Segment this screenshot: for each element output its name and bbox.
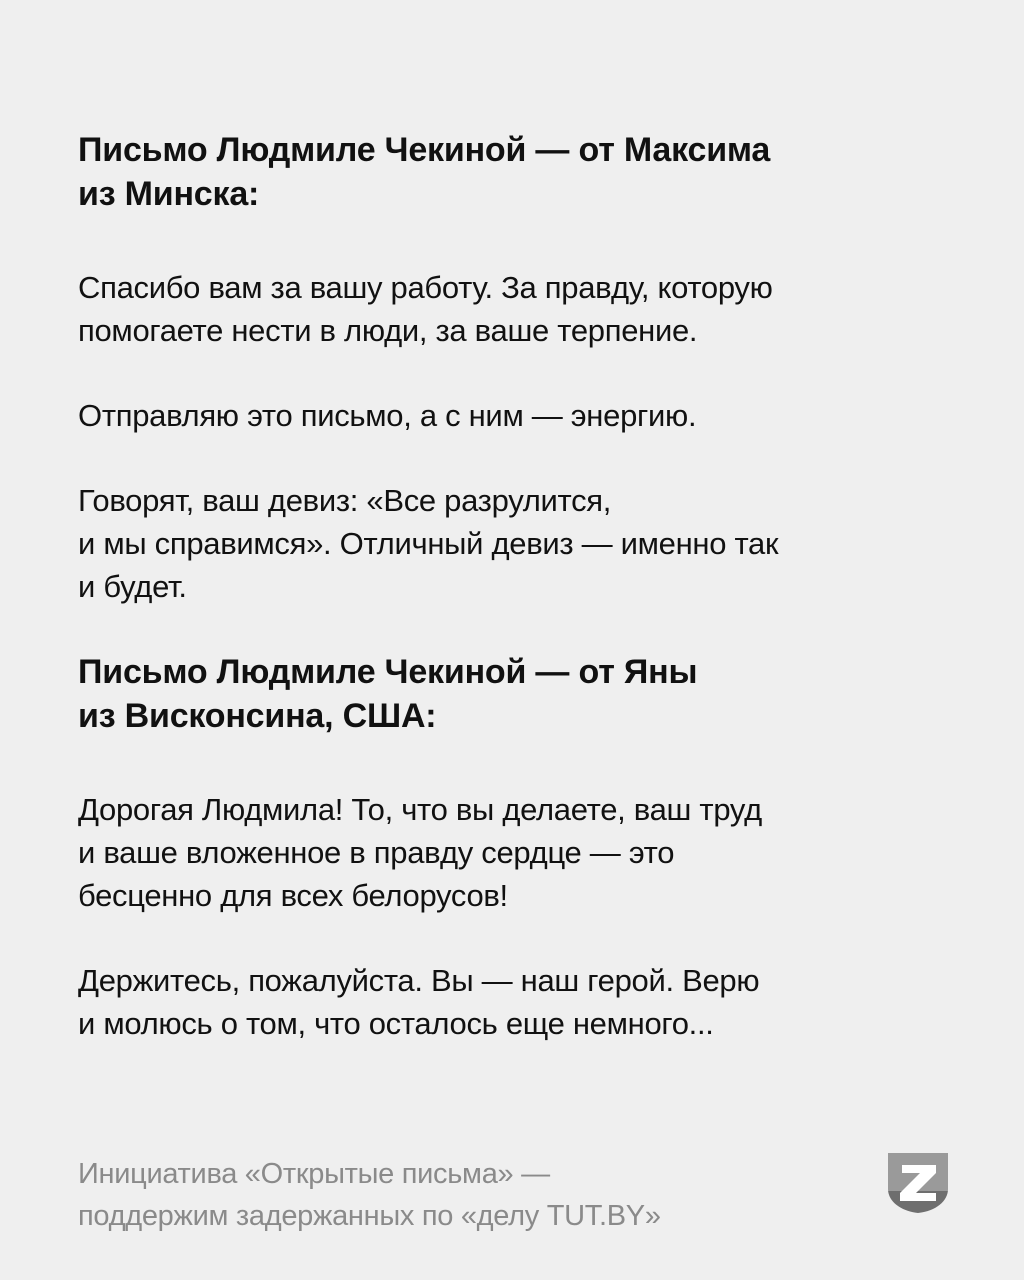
- paragraph-line: Отправляю это письмо, а с ним — энергию.: [78, 398, 697, 433]
- paragraph-line: и ваше вложенное в правду сердце — это: [78, 835, 675, 870]
- footer-line: Инициатива «Открытые письма» —: [78, 1158, 550, 1190]
- letter-2: [78, 650, 958, 1045]
- paragraph-line: Дорогая Людмила! То, что вы делаете, ваш труд: [78, 792, 762, 827]
- heading-line: Письмо Людмиле Чекиной — от Яны: [78, 653, 698, 691]
- paragraph-line: помогаете нести в люди, за ваше терпение.: [78, 313, 698, 348]
- letters-content: [78, 128, 958, 1045]
- paragraph-line: Спасибо вам за вашу работу. За правду, которую: [78, 270, 773, 305]
- letter-1-paragraph-3: [78, 479, 958, 608]
- letter-1-paragraph-1: [78, 266, 958, 352]
- letter-1: [78, 128, 958, 608]
- heading-line: из Минска:: [78, 175, 260, 213]
- paragraph-line: и молюсь о том, что осталось еще немного...: [78, 1006, 714, 1041]
- heading-line: из Висконсина, США:: [78, 697, 437, 735]
- letter-2-paragraph-2: [78, 959, 958, 1045]
- paragraph-line: и будет.: [78, 569, 187, 604]
- letter-2-paragraph-1: [78, 788, 958, 917]
- letter-2-heading: [78, 650, 958, 738]
- heading-line: Письмо Людмиле Чекиной — от Максима: [78, 131, 771, 169]
- letter-1-heading: [78, 128, 958, 216]
- footer-line: поддержим задержанных по «делу TUT.BY»: [78, 1200, 661, 1232]
- paragraph-line: Держитесь, пожалуйста. Вы — наш герой. Верю: [78, 963, 760, 998]
- paragraph-line: Говорят, ваш девиз: «Все разрулится,: [78, 483, 612, 518]
- logo-graphic: [886, 1151, 950, 1215]
- letter-1-paragraph-2: [78, 394, 958, 437]
- paragraph-line: бесценно для всех белорусов!: [78, 878, 508, 913]
- paragraph-line: и мы справимся». Отличный девиз — именно так: [78, 526, 779, 561]
- z-shield-logo-icon: [886, 1151, 950, 1215]
- footer-caption: [78, 1153, 661, 1237]
